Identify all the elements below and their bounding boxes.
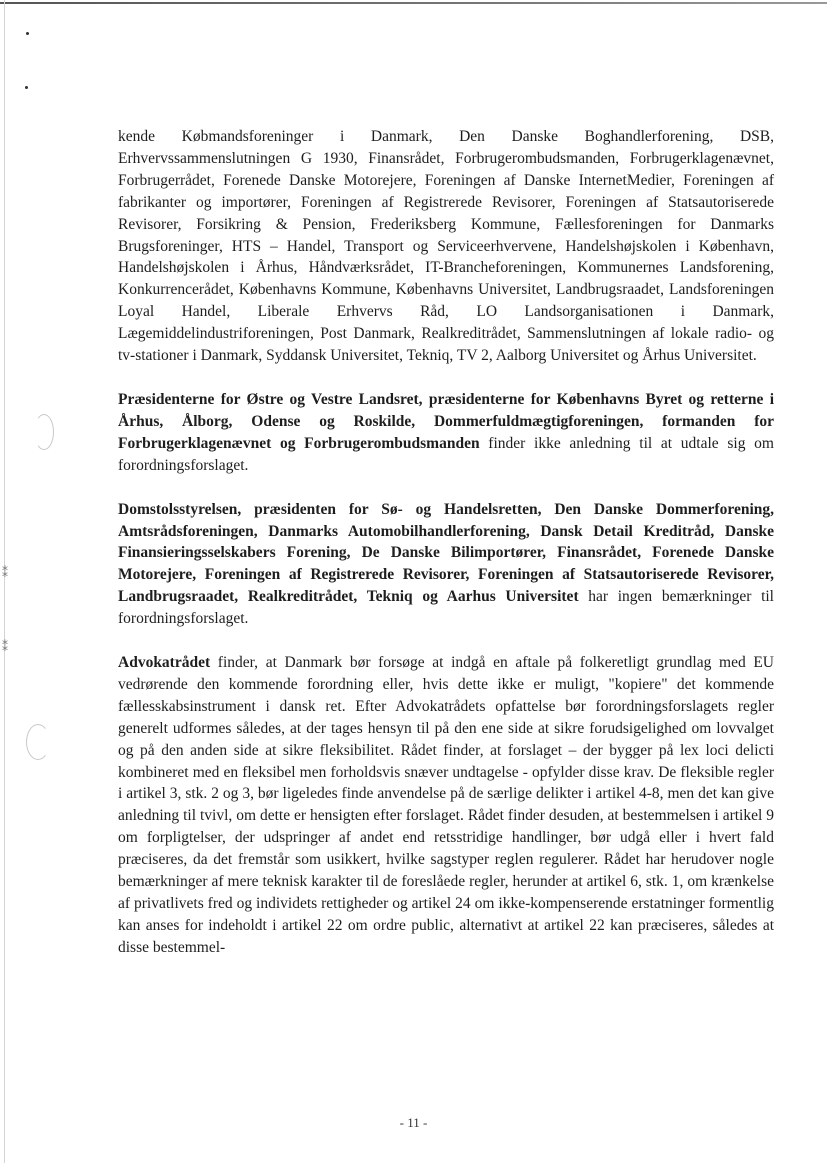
text-run: kende Købmandsforeninger i Danmark, Den Danske Boghandlerforening, DSB, Erhvervssammenslutningen G 1930, Finansrådet, Forbrugerombudsmanden, Forbrugerklagenævnet, Forbrugerrådet, Forenede Danske Motorejere, Foreningen af Danske InternetMedier, Foreningen af fabrikanter og importører, Foreningen af Registrerede Revisorer, Foreningen af Statsautoriserede Revisorer, Forsikring & Pension, Frederiksberg Kommune, Fællesforeningen for Danmarks Brugsforeninger, HTS – Handel, Transport og Serviceerhvervene, Handelshøjskolen i København, Handelshøjskolen i Århus, Håndværksrådet, IT-Brancheforeningen, Kommunernes Landsforening, Konkurrencerådet, Københavns Kommune, Københavns Universitet, Landbrugsraadet, Landsforeningen Loyal Handel, Liberale Erhvervs Råd, LO Landsorganisationen i Danmark, Lægemiddelindustriforeningen, Post Danmark, Realkreditrådet, Sammenslutningen af lokale radio- og tv-stationer i Danmark, Syddansk Universitet, Tekniq, TV 2, Aalborg Universitet og Århus Universitet. [118, 128, 774, 365]
paragraph-consultees-list [118, 126, 774, 367]
page-number: - 11 - [399, 1115, 428, 1130]
punch-hole-mark [34, 414, 54, 450]
bold-run: Præsidenterne for Østre og Vestre Landsret, præsidenterne for Københavns Byret og retterne i Århus, Ålborg, Odense og Roskilde, Dommerfuldmægtigforeningen, formanden for Forbrugerklagenævnet og Forbrugerombudsmanden [118, 390, 774, 452]
scan-top-rule [0, 2, 827, 4]
document-body [118, 126, 774, 959]
paragraph-advokatraadet [118, 652, 774, 959]
scan-speck [25, 86, 28, 89]
scan-edge-mark: ⁑ [2, 566, 8, 580]
text-run: finder, at Danmark bør forsøge at indgå en aftale på folkeretligt grundlag med EU vedrørende den kommende forordning eller, hvis dette ikke er muligt, "kopiere" det kommende fællesskabsinstrument i dansk ret. Efter Advokatrådets opfattelse bør forordningsforslagets regler generelt udformes således, at der tages hensyn til på den ene side at sikre forudsigelighed om lovvalget og på den anden side at sikre fleksibilitet. Rådet finder, at forslaget – der bygger på lex loci delicti kombineret med en fleksibel men forholdsvis snæver undtagelse - opfylder disse krav. De fleksible regler i artikel 3, stk. 2 og 3, bør ligeledes finde anvendelse på de særlige delikter i artikel 4-8, men det kan give anledning til tvivl, om dette er hensigten efter forslaget. Rådet finder desuden, at bestemmelsen i artikel 9 om forpligtelser, der udspringer af andet end retsstridige handlinger, bør udgå eller i hvert fald præciseres, da det fremstår som usikkert, hvilke sagstyper reglen regulerer. Rådet har herudover nogle bemærkninger af mere teknisk karakter til de foreslåede regler, herunder at artikel 6, stk. 1, om krænkelse af privatlivets fred og individets rettigheder og artikel 24 om ikke-kompenserende erstatninger formentlig kan anses for indeholdt i artikel 22 om ordre public, alternativt at artikel 22 kan præciseres, således at disse bestemmel- [118, 654, 774, 956]
text-run: finder ikke anledning til at udtale sig om forordningsforslaget. [118, 434, 774, 474]
paragraph-no-remarks [118, 499, 774, 630]
bold-run: Advokatrådet [118, 654, 211, 672]
text-run: har ingen bemærkninger til forordningsforslaget. [118, 588, 774, 628]
paragraph-no-comment-courts [118, 389, 774, 477]
scan-edge-mark: ⁑ [2, 640, 8, 654]
punch-hole-mark [26, 724, 50, 760]
scan-speck [26, 32, 29, 35]
scan-left-edge [4, 0, 5, 1163]
bold-run: Domstolsstyrelsen, præsidenten for Sø- og Handelsretten, Den Danske Dommerforening, Amtsrådsforeningen, Danmarks Automobilhandlerforening, Dansk Detail Kreditråd, Danske Finansieringsselskabers Forening, De Danske Bilimportører, Finansrådet, Forenede Danske Motorejere, Foreningen af Registrerede Revisorer, Foreningen af Statsautoriserede Revisorer, Landbrugsraadet, Realkreditrådet, Tekniq og Aarhus Universitet [118, 500, 774, 606]
